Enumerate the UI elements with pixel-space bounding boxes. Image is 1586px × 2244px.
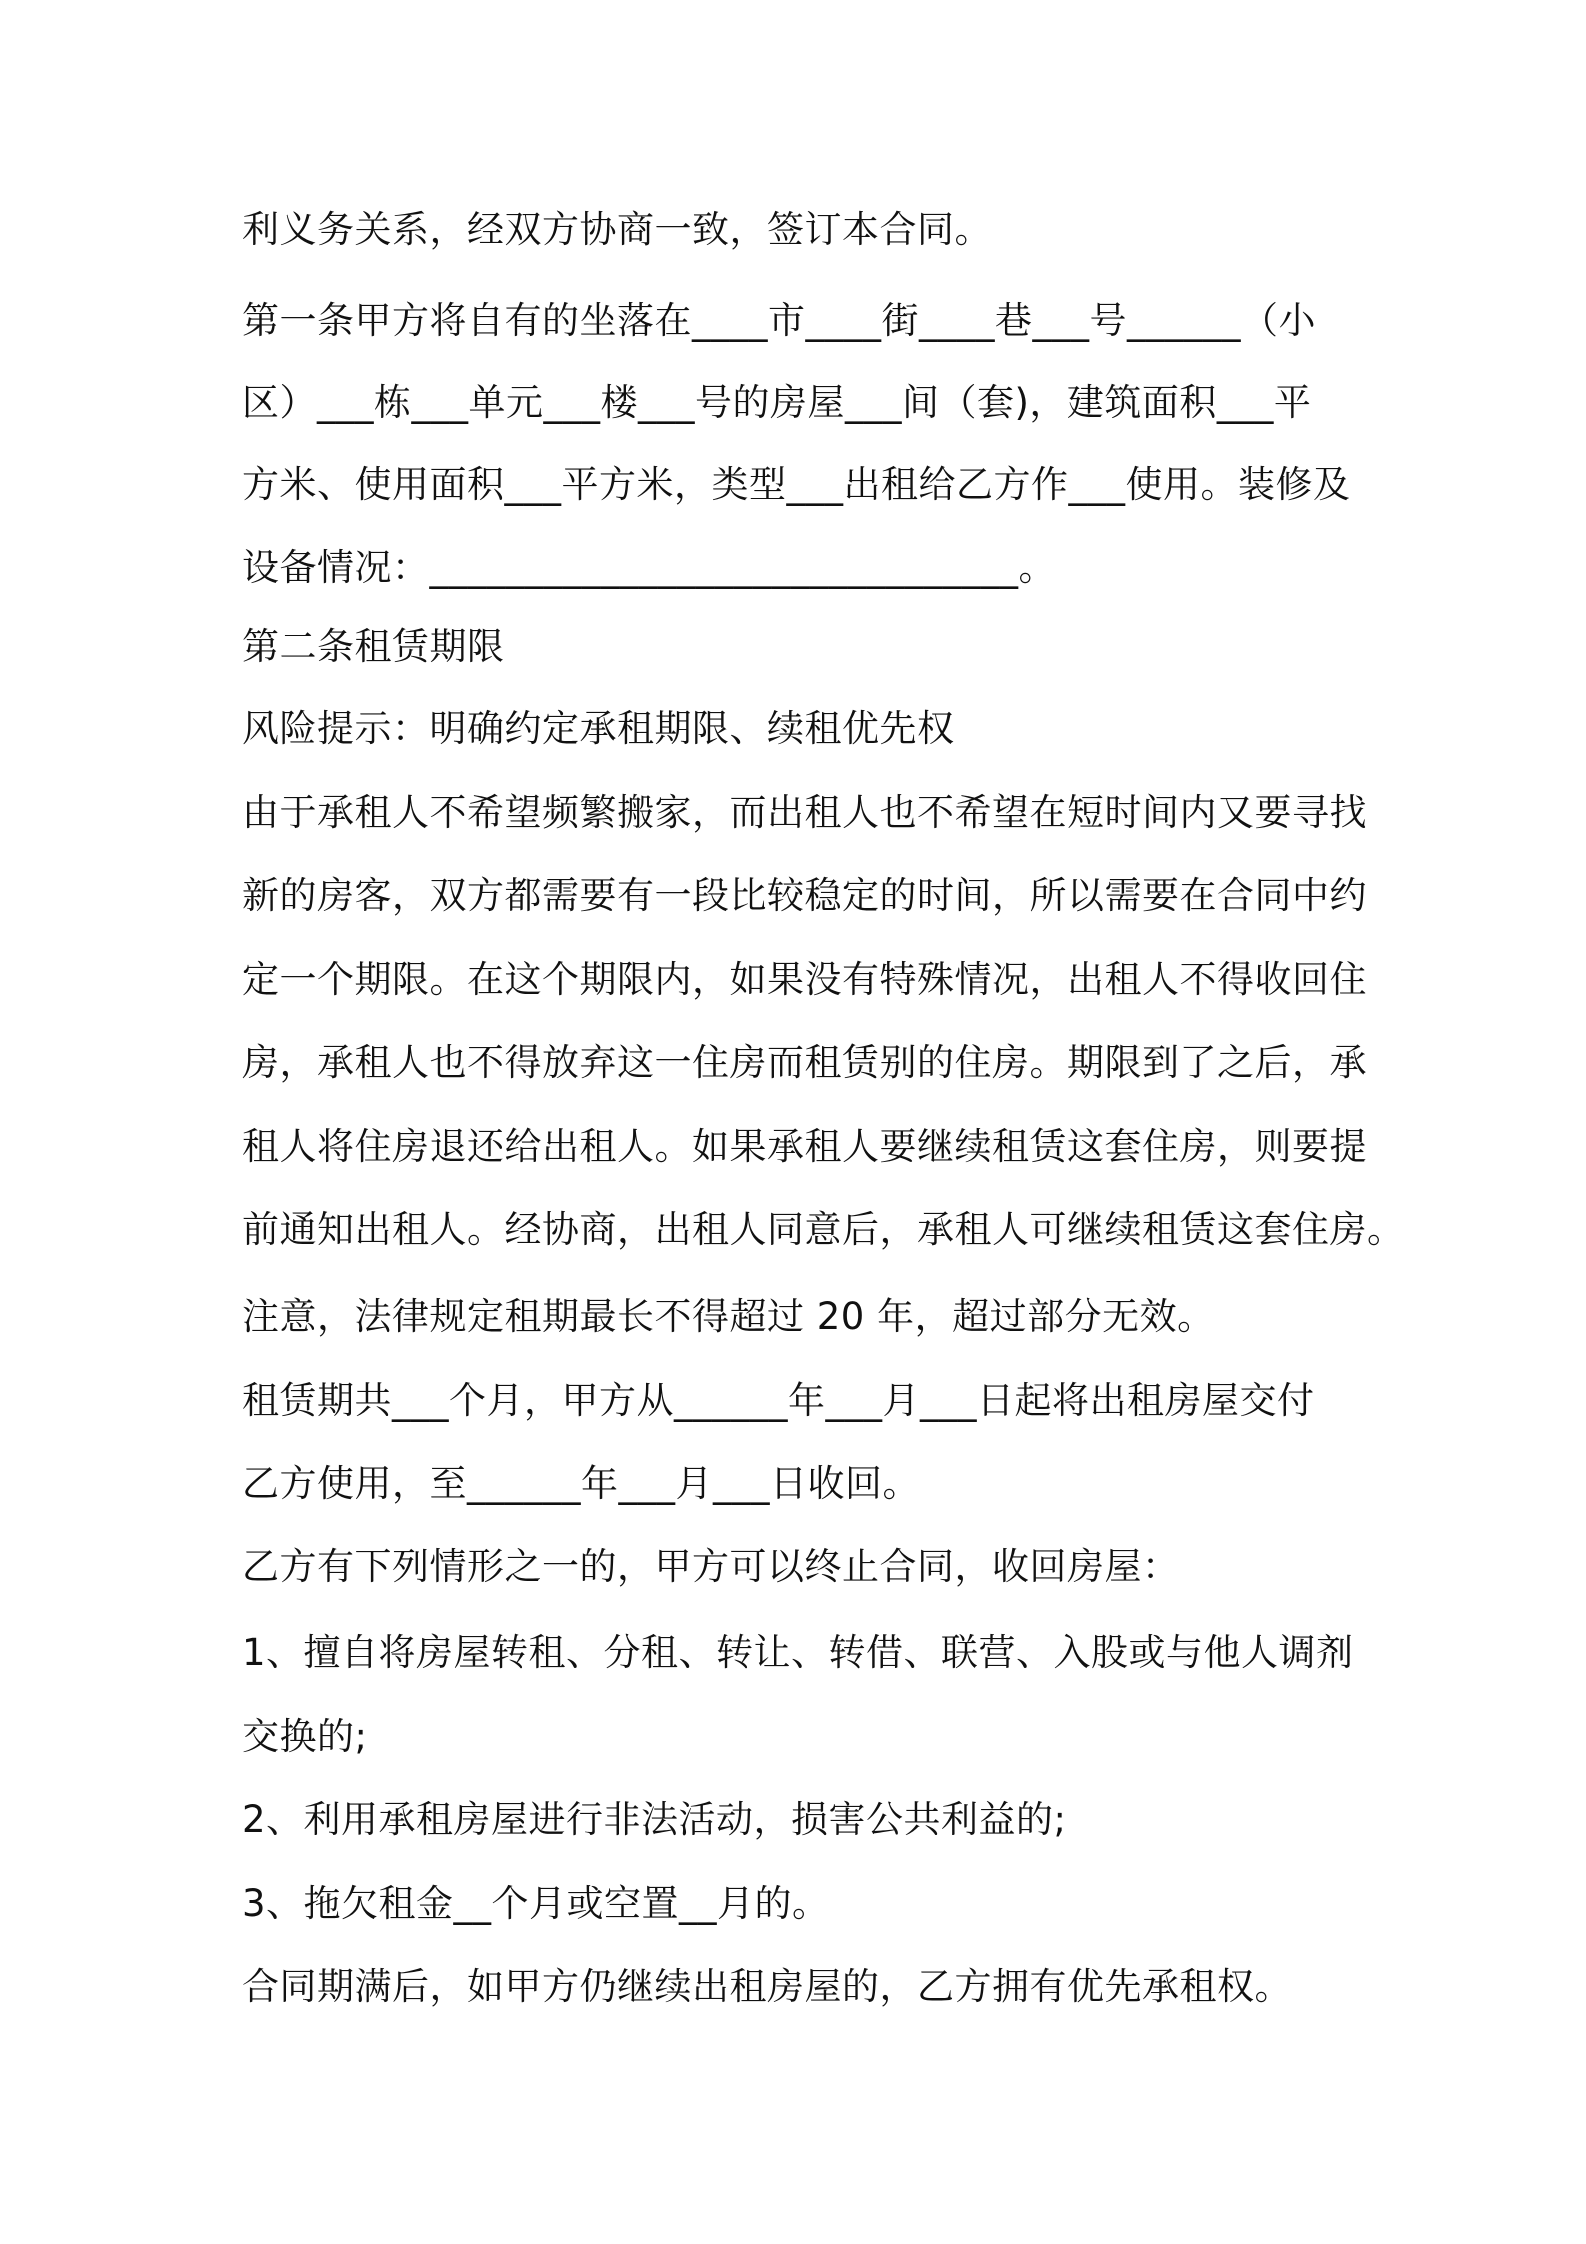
list-item-continuation: 交换的;	[242, 1715, 368, 1758]
paragraph-line: 第一条甲方将自有的坐落在____市____街____巷___号______（小	[242, 299, 1316, 342]
paragraph-line: 利义务关系，经双方协商一致，签订本合同。	[242, 208, 992, 251]
list-item: 1、擅自将房屋转租、分租、转让、转借、联营、入股或与他人调剂	[242, 1631, 1354, 1674]
paragraph-line: 区）___栋___单元___楼___号的房屋___间（套)，建筑面积___平	[242, 381, 1312, 424]
paragraph-line: 新的房客，双方都需要有一段比较稳定的时间，所以需要在合同中约	[242, 874, 1367, 917]
paragraph-line: 设备情况：_______________________________。	[242, 546, 1056, 589]
paragraph-line: 定一个期限。在这个期限内，如果没有特殊情况，出租人不得收回住	[242, 958, 1367, 1001]
list-item: 3、拖欠租金__个月或空置__月的。	[242, 1882, 830, 1925]
paragraph-line: 前通知出租人。经协商，出租人同意后，承租人可继续租赁这套住房。	[242, 1208, 1405, 1251]
note-line: 注意，法律规定租期最长不得超过 20 年，超过部分无效。	[242, 1295, 1215, 1338]
risk-tip: 风险提示：明确约定承租期限、续租优先权	[242, 707, 955, 750]
list-item: 2、利用承租房屋进行非法活动，损害公共利益的;	[242, 1798, 1067, 1841]
section-heading: 第二条租赁期限	[242, 625, 505, 668]
paragraph-line: 租赁期共___个月，甲方从______年___月___日起将出租房屋交付	[242, 1379, 1315, 1422]
paragraph-line: 乙方使用，至______年___月___日收回。	[242, 1462, 920, 1505]
paragraph-line: 由于承租人不希望频繁搬家，而出租人也不希望在短时间内又要寻找	[242, 791, 1367, 834]
paragraph-line: 乙方有下列情形之一的，甲方可以终止合同，收回房屋：	[242, 1545, 1180, 1588]
paragraph-line: 房，承租人也不得放弃这一住房而租赁别的住房。期限到了之后，承	[242, 1041, 1367, 1084]
paragraph-line: 租人将住房退还给出租人。如果承租人要继续租赁这套住房，则要提	[242, 1125, 1367, 1168]
paragraph-line: 方米、使用面积___平方米，类型___出租给乙方作___使用。装修及	[242, 463, 1351, 506]
paragraph-line: 合同期满后，如甲方仍继续出租房屋的，乙方拥有优先承租权。	[242, 1965, 1292, 2008]
